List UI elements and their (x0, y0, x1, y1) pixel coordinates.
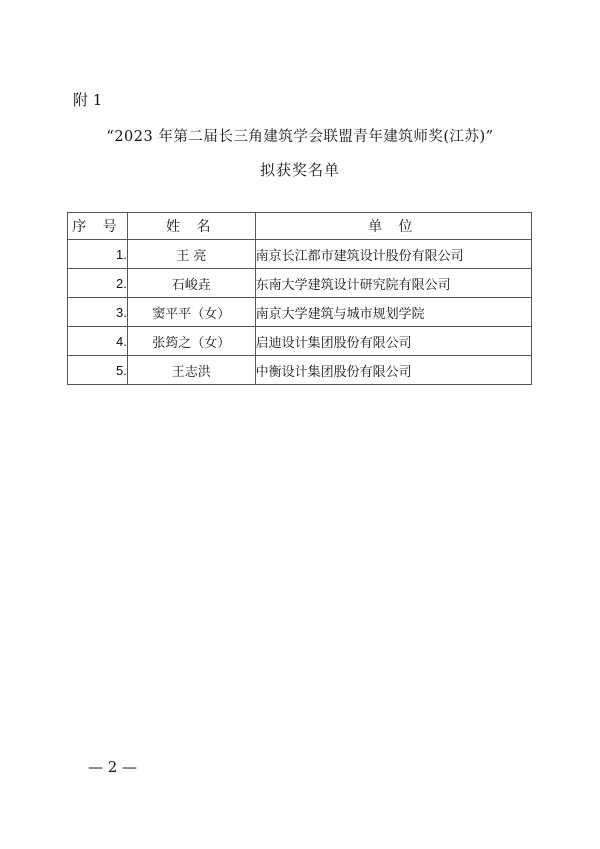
row-name: 张筠之（女） (127, 327, 255, 356)
document-subtitle: 拟获奖名单 (259, 161, 340, 179)
row-number: 5. (68, 356, 128, 385)
row-number: 2. (68, 269, 128, 298)
award-list-table (67, 212, 532, 385)
table-row (68, 327, 532, 356)
document-title: “2023 年第二届长三角建筑学会联盟青年建筑师奖(江苏)” (106, 129, 494, 145)
attachment-label: 附 1 (73, 91, 103, 109)
header-name: 姓 名 (127, 213, 255, 240)
row-name: 王志洪 (127, 356, 255, 385)
header-number: 序 号 (68, 213, 128, 240)
page-number: — 2 — (87, 758, 138, 776)
row-number: 4. (68, 327, 128, 356)
row-unit: 东南大学建筑设计研究院有限公司 (255, 269, 531, 298)
row-unit: 中衡设计集团股份有限公司 (255, 356, 531, 385)
header-unit: 单 位 (255, 213, 531, 240)
table-header-row (68, 213, 532, 240)
row-number: 3. (68, 298, 128, 327)
row-name: 窦平平（女） (127, 298, 255, 327)
row-name: 王 亮 (127, 240, 255, 269)
row-unit: 南京长江都市建筑设计股份有限公司 (255, 240, 531, 269)
table-row (68, 298, 532, 327)
table-row (68, 269, 532, 298)
table-row (68, 240, 532, 269)
row-name: 石峻垚 (127, 269, 255, 298)
row-number: 1. (68, 240, 128, 269)
row-unit: 南京大学建筑与城市规划学院 (255, 298, 531, 327)
row-unit: 启迪设计集团股份有限公司 (255, 327, 531, 356)
table-row (68, 356, 532, 385)
